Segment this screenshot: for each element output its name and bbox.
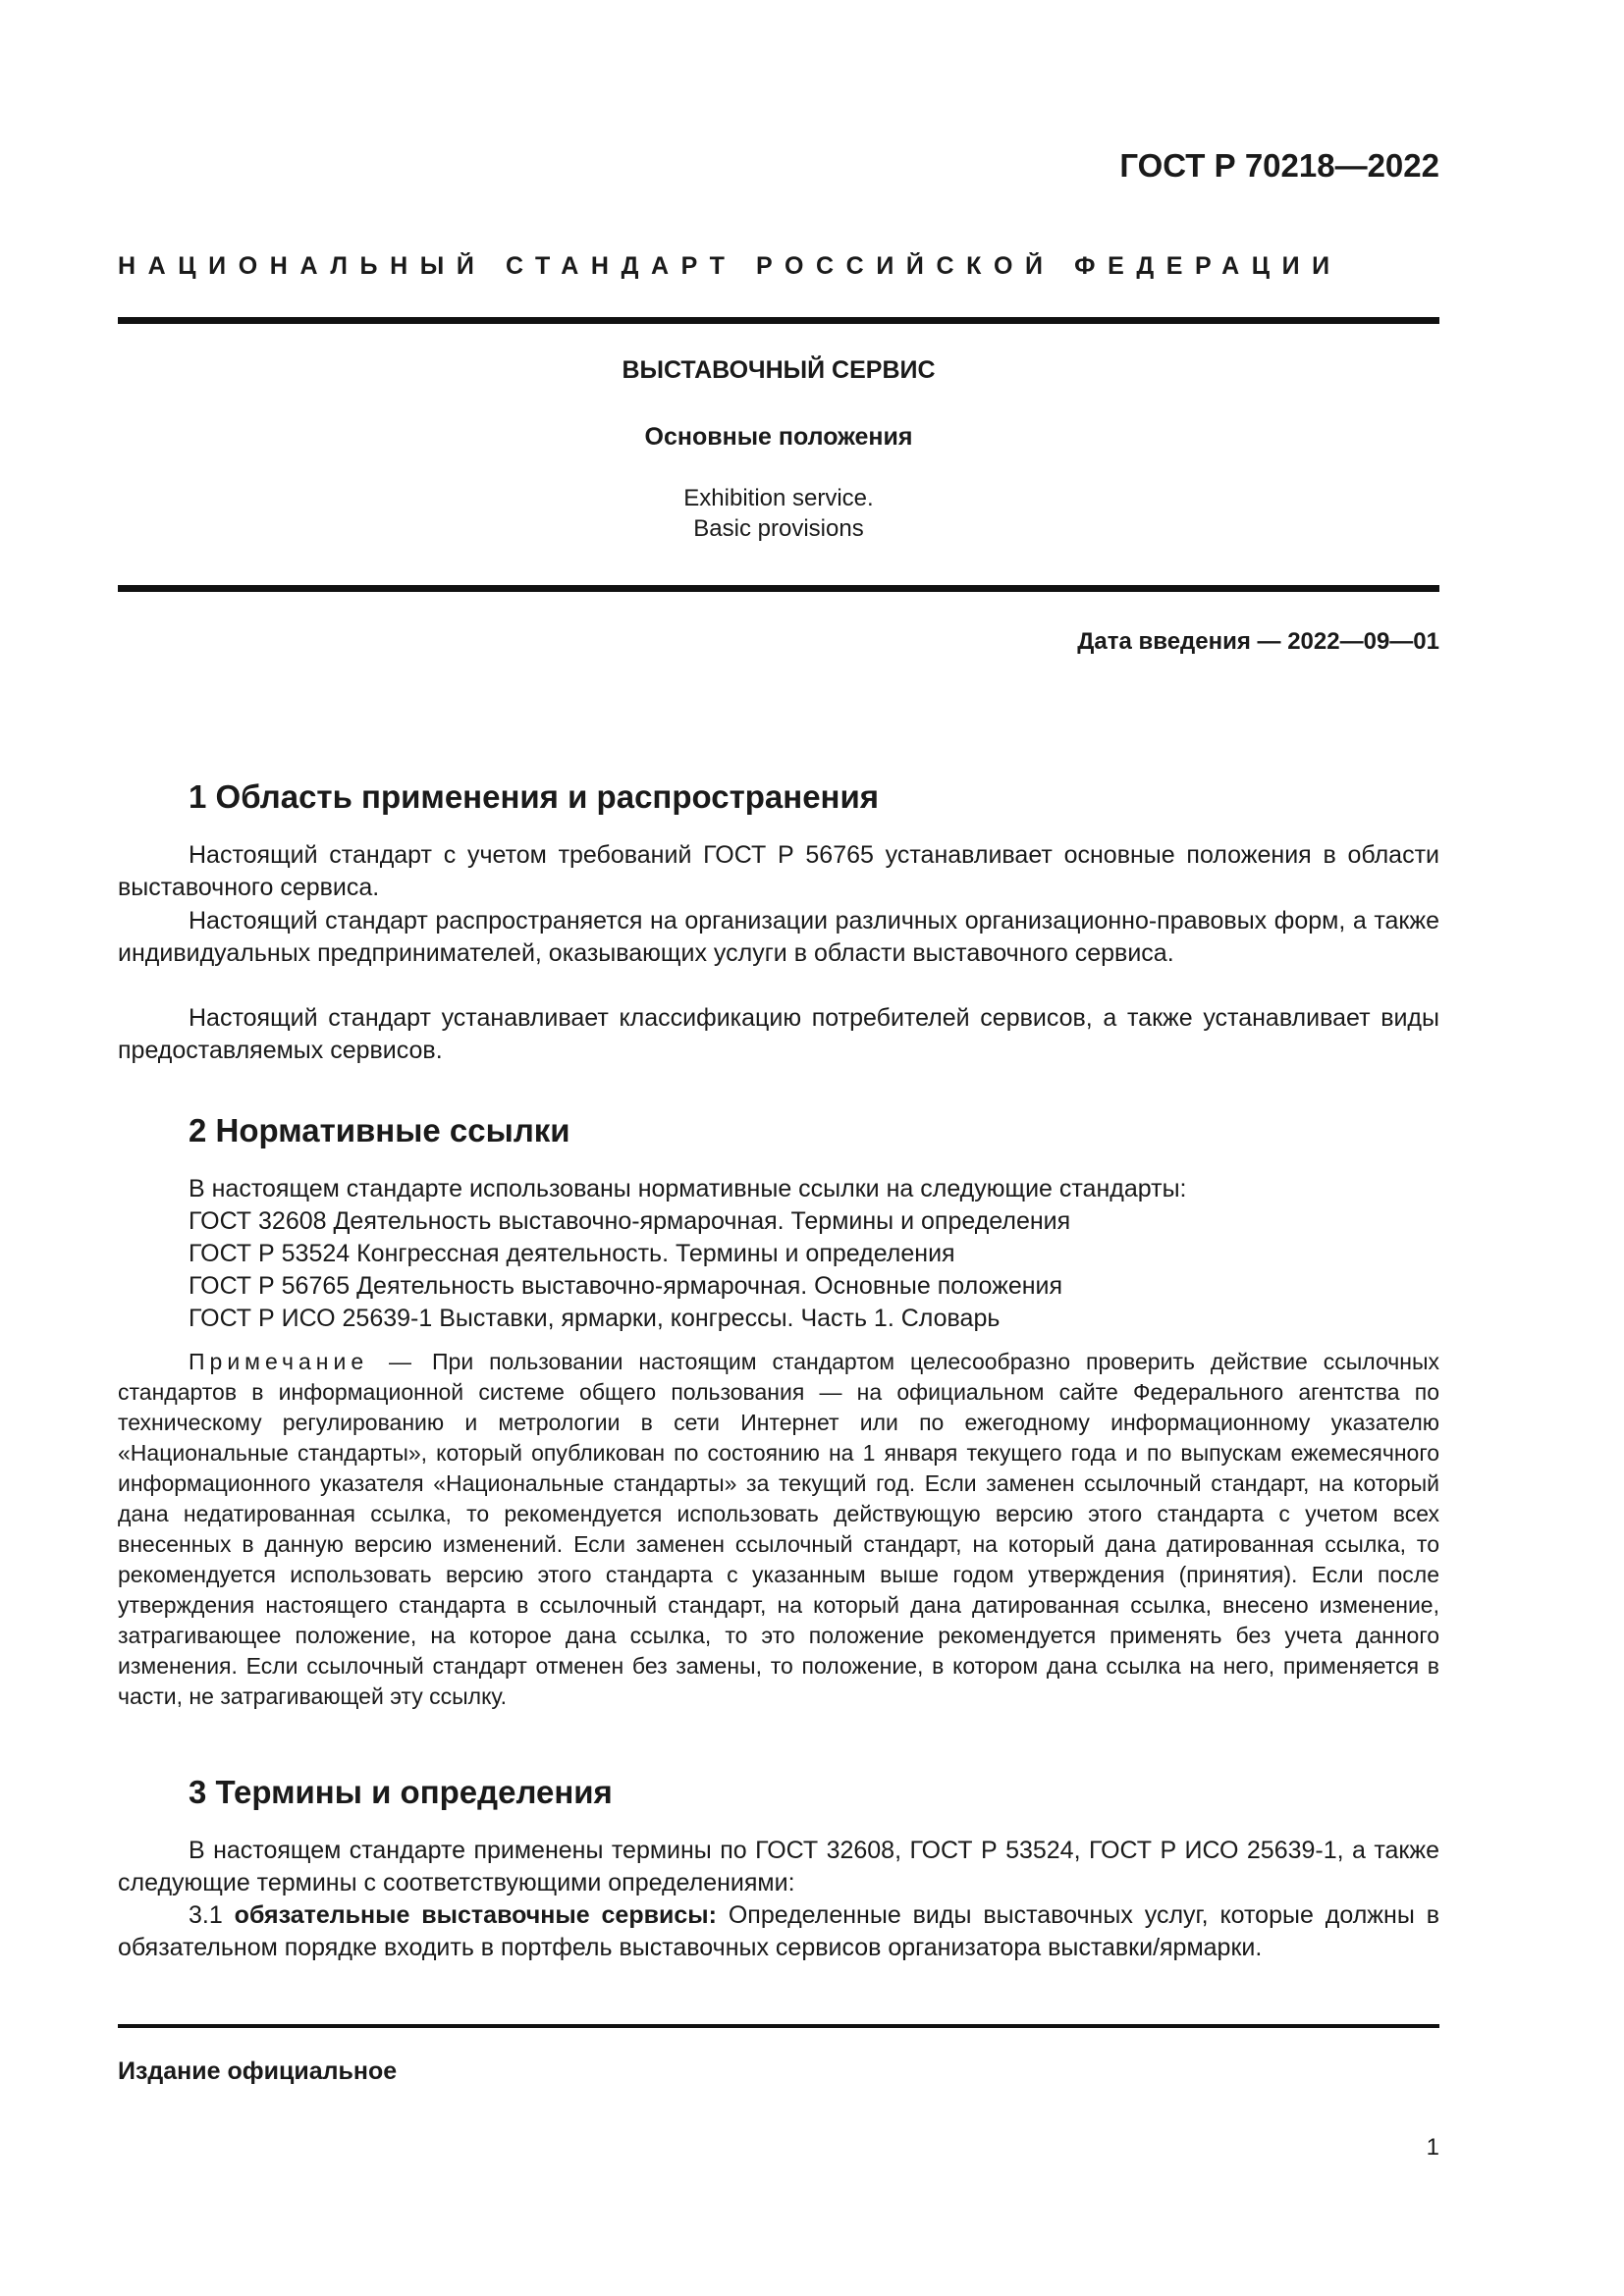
- section-3-intro: В настоящем стандарте применены термины по ГОСТ 32608, ГОСТ Р 53524, ГОСТ Р ИСО 25639-1, а также следующие термины с соответствующими определениями:: [118, 1837, 1439, 1896]
- section-2-heading: 2 Нормативные ссылки: [189, 1112, 570, 1148]
- term-number: 3.1: [189, 1901, 223, 1929]
- reference-gost-r-iso-25639-1: ГОСТ Р ИСО 25639-1 Выставки, ярмарки, конгрессы. Часть 1. Словарь: [189, 1305, 1001, 1332]
- normative-note: [118, 1347, 1439, 1712]
- official-edition-label: Издание официальное: [118, 2057, 398, 2085]
- normative-references-list: [189, 1173, 1439, 1335]
- title-bottom-rule: [118, 585, 1439, 592]
- gost-number: ГОСТ Р 70218—2022: [1119, 147, 1439, 184]
- english-title-line-1: Exhibition service.: [683, 485, 874, 511]
- note-label: Примечание —: [189, 1349, 417, 1374]
- doc-subtitle: Основные положения: [644, 423, 913, 451]
- references-intro: В настоящем стандарте использованы нормативные ссылки на следующие стандарты:: [189, 1175, 1187, 1202]
- reference-gost-r-53524: ГОСТ Р 53524 Конгрессная деятельность. Термины и определения: [189, 1240, 955, 1267]
- doc-english-title: [118, 483, 1439, 544]
- english-title-line-2: Basic provisions: [693, 515, 864, 542]
- section-3-heading: 3 Термины и определения: [189, 1774, 613, 1810]
- footer-rule: [118, 2024, 1439, 2028]
- national-standard-banner: НАЦИОНАЛЬНЫЙ СТАНДАРТ РОССИЙСКОЙ ФЕДЕРАЦИИ: [118, 252, 1342, 280]
- section-1-paragraph-3: Настоящий стандарт устанавливает классификацию потребителей сервисов, а также устанавливает виды предоставляемых сервисов.: [118, 1004, 1439, 1064]
- term-3-1: [118, 1899, 1439, 1964]
- section-1-heading: 1 Область применения и распространения: [189, 778, 880, 815]
- top-rule: [118, 317, 1439, 324]
- term-definition: Определенные виды выставочных услуг, которые должны в обязательном порядке входить в портфель выставочных сервисов организатора выставки/ярмарки.: [118, 1901, 1439, 1961]
- reference-gost-32608: ГОСТ 32608 Деятельность выставочно-ярмарочная. Термины и определения: [189, 1207, 1071, 1235]
- reference-gost-r-56765: ГОСТ Р 56765 Деятельность выставочно-ярмарочная. Основные положения: [189, 1272, 1063, 1300]
- page-number: 1: [1426, 2134, 1439, 2161]
- term-name: обязательные выставочные сервисы:: [234, 1901, 717, 1929]
- note-text: При пользовании настоящим стандартом целесообразно проверить действие ссылочных стандартов в информационной системе общего пользования — на официальном сайте Федерального агентства по техническому регулированию и метрологии в сети Интернет или по ежегодному информационному указателю «Национальные стандарты», который опубликован по состоянию на 1 января текущего года и по выпускам ежемесячного информационного указателя «Национальные стандарты» за текущий год. Если заменен ссылочный стандарт, на который дана недатированная ссылка, то рекомендуется использовать действующую версию этого стандарта с учетом всех внесенных в данную версию изменений. Если заменен ссылочный стандарт, на который дана датированная ссылка, то рекомендуется использовать версию этого стандарта с указанным выше годом утверждения (принятия). Если после утверждения настоящего стандарта в ссылочный стандарт, на который дана датированная ссылка, внесено изменение, затрагивающее положение, на которое дана ссылка, то это положение рекомендуется применять без учета данного изменения. Если ссылочный стандарт отменен без замены, то положение, в котором дана ссылка на него, применяется в части, не затрагивающей эту ссылку.: [118, 1349, 1439, 1709]
- section-1-paragraph-1: Настоящий стандарт с учетом требований ГОСТ Р 56765 устанавливает основные положения в области выставочного сервиса.: [118, 841, 1439, 901]
- doc-title: ВЫСТАВОЧНЫЙ СЕРВИС: [622, 356, 936, 384]
- introduction-date: Дата введения — 2022—09—01: [1077, 628, 1439, 655]
- section-1-paragraph-2: Настоящий стандарт распространяется на организации различных организационно-правовых форм, а также индивидуальных предпринимателей, оказывающих услуги в области выставочного сервиса.: [118, 907, 1439, 967]
